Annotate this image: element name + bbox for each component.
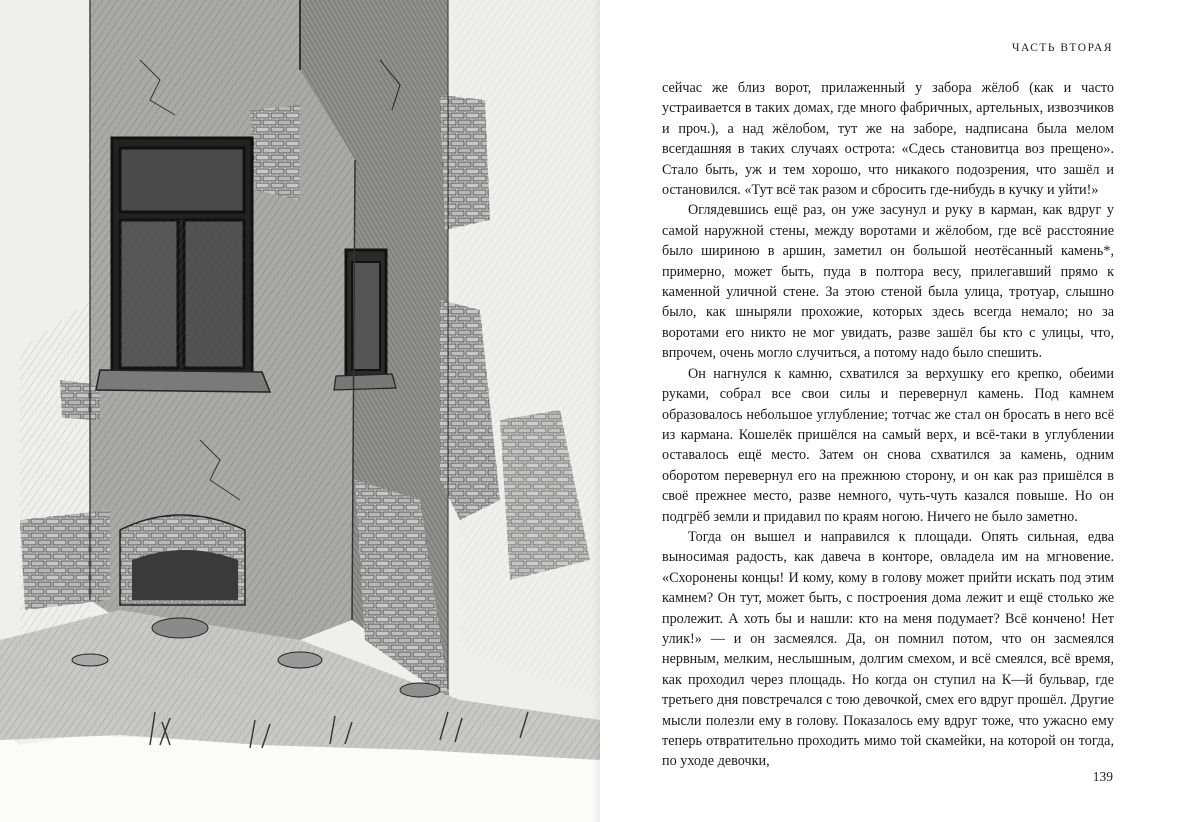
paragraph: Тогда он вышел и направился к площади. Опять сильная, едва выносимая радость, как давеча в конторе, овладела им на мгновение. «Схоронены концы! И кому, кому в голову может прийти искать под этим камнем? Он тут, может быть, с построения дома лежит и ещё столько же пролежит. А хоть бы и нашли: кто на меня подумает? Всё кончено! Нет улик!» — и он засмеялся. Да, он помнил потом, что он засмеялся нервным, мелким, неслышным, долгим смехом, и всё смеялся, всё время, как проходил через площадь. Но когда он ступил на К—й бульвар, где третьего дня повстречался с тою девочкой, смех его вдруг прошёл. Другие мысли полезли ему в голову. Показалось ему вдруг тоже, что ужасно ему теперь отвратительно проходить мимо той скамейки, на которой он тогда, по уходе девочки, [662, 528, 1114, 770]
body-text [662, 78, 1114, 772]
paragraph: Оглядевшись ещё раз, он уже засунул и руку в карман, как вдруг у самой наружной стены, между воротами и жёлобом, где всё расстояние было шириною в аршин, заметил он большой неотёсанный камень*, примерно, может быть, пуда в полтора весу, прилегавший прямо к каменной уличной стене. За этою стеной была улица, тротуар, слышно было, как шныряли прохожие, которых здесь всегда немало; но за воротами его никто не мог увидать, разве зашёл бы кто с улицы, что, впрочем, очень могло случиться, а потому надо было спешить. [662, 202, 1114, 362]
paragraph: сейчас же близ ворот, прилаженный у забора жёлоб (как и часто устраивается в таких домах, где много фабричных, артельных, извозчиков и проч.), а над жёлобом, тут же на заборе, надписана была мелом всегдашняя в таких случаях острота: «Сдесь становитца воз прещено». Стало быть, уж и тем хорошо, что никакого подозрения, что зашёл и остановился. «Тут всё так разом и сбросить где-нибудь в кучку и уйти!» [662, 80, 1114, 199]
paragraph: Он нагнулся к камню, схватился за верхушку его крепко, обеими руками, собрал все свои силы и перевернул камень. Под камнем образовалось небольшое углубление; тотчас же стал он бросать в него всё из кармана. Кошелёк пришёлся на самый верх, и всё-таки в углублении оставалось ещё место. Затем он снова схватился за камень, одним оборотом перевернул его на прежнюю сторону, и он как раз пришёлся в своё прежнее место, разве немного, чуть-чуть казался повыше. Но он подгрёб земли и придавил по краям ногою. Ничего не было заметно. [662, 365, 1114, 525]
running-header: ЧАСТЬ ВТОРАЯ [1012, 42, 1113, 54]
page-number: 139 [1092, 769, 1113, 784]
